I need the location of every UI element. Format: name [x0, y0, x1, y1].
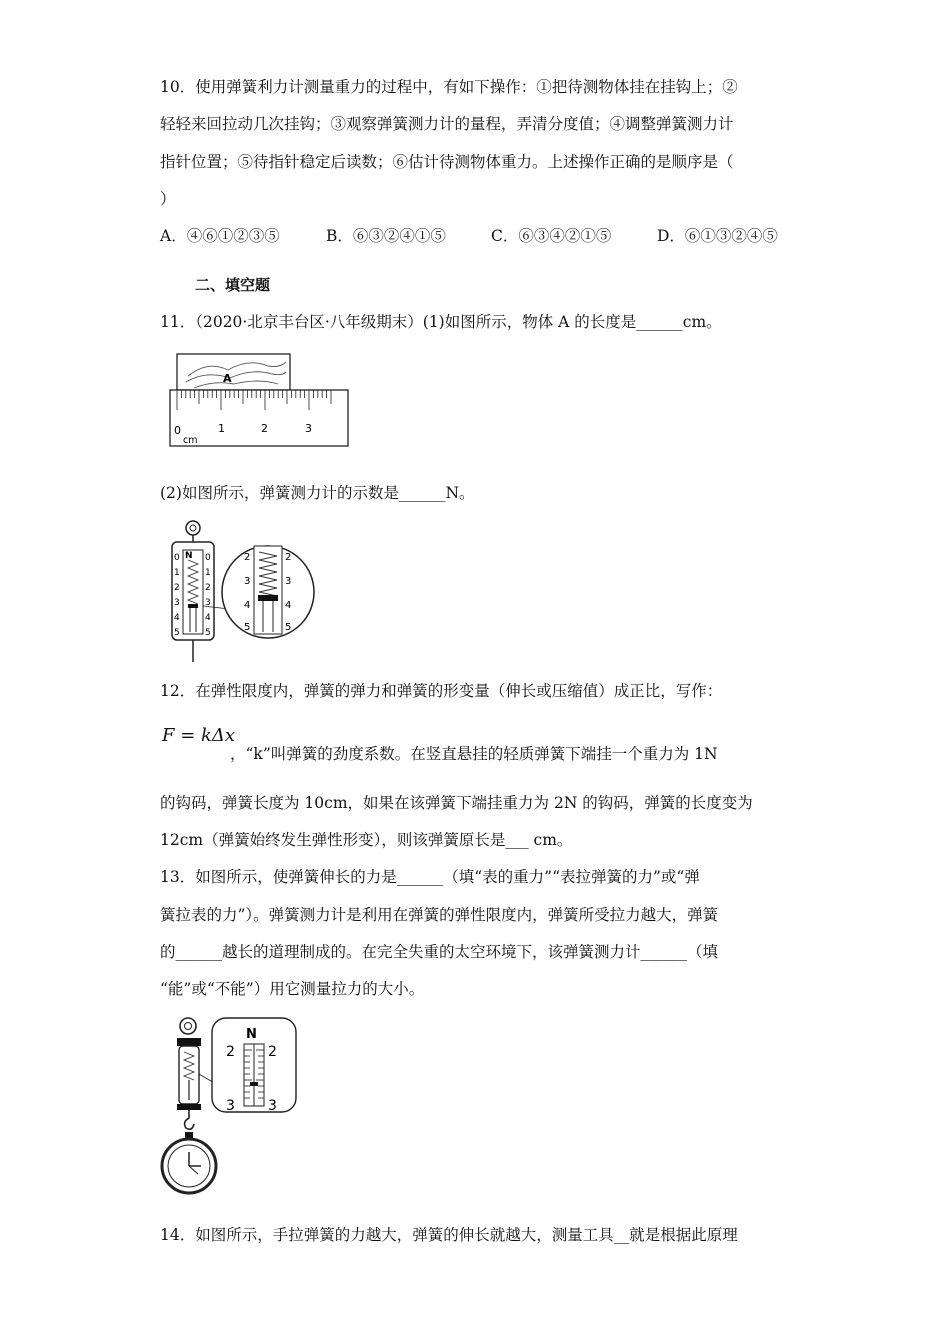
meter-right-3: 3	[205, 598, 211, 608]
ruler-tick-2: 2	[261, 422, 268, 435]
q14-line-1: 14．如图所示，手拉弹簧的力越大，弹簧的伸长就越大，测量工具__就是根据此原理	[160, 1226, 738, 1244]
q10-option-d: D．⑥①③②④⑤	[657, 227, 778, 245]
q12-line-2: ，“k”叫弹簧的劲度系数。在竖直悬挂的轻质弹簧下端挂一个重力为 1N	[230, 745, 718, 763]
meter-left-5: 5	[174, 628, 180, 638]
meter-left-3: 3	[174, 598, 180, 608]
section-title: 二、填空题	[195, 276, 271, 294]
ruler-tick-1: 1	[218, 422, 225, 435]
zoom-right-3: 3	[285, 576, 292, 587]
ruler-figure	[168, 352, 353, 448]
bubble-left-3: 3	[226, 1098, 235, 1114]
bubble-right-3: 3	[268, 1098, 277, 1114]
q12-line-4: 12cm（弹簧始终发生弹性形变），则该弹簧原长是___ cm。	[160, 831, 573, 849]
meter-right-1: 1	[205, 568, 211, 578]
zoom-right-4: 4	[285, 600, 292, 611]
zoom-right-2: 2	[285, 552, 292, 563]
q10-line-4: ）	[160, 190, 176, 208]
q12-formula: F = kΔx	[162, 725, 236, 746]
meter-right-4: 4	[205, 613, 211, 623]
meter-left-4: 4	[174, 613, 180, 623]
q13-line-3: 的______越长的道理制成的。在完全失重的太空环境下，该弹簧测力计______（填	[160, 943, 719, 961]
q11-part1: 11．（2020·北京丰台区·八年级期末）(1)如图所示，物体 A 的长度是______cm。	[160, 313, 722, 331]
bubble-unit: N	[246, 1027, 257, 1042]
q11-part2: (2)如图所示，弹簧测力计的示数是______N。	[160, 484, 475, 502]
object-a-label: A	[223, 372, 232, 385]
meter-right-2: 2	[205, 583, 211, 593]
q10-line-3: 指针位置；⑤待指针稳定后读数；⑥估计待测物体重力。上述操作正确的是顺序是（	[160, 153, 734, 171]
q13-line-2: 簧拉表的力”）。弹簧测力计是利用在弹簧的弹性限度内，弹簧所受拉力越大，弹簧	[160, 906, 719, 924]
zoom-left-4: 4	[244, 600, 251, 611]
q12-line-3: 的钩码，弹簧长度为 10cm，如果在该弹簧下端挂重力为 2N 的钩码，弹簧的长度变为	[160, 794, 753, 812]
meter-left-1: 1	[174, 568, 180, 578]
meter-left-2: 2	[174, 583, 180, 593]
meter-right-5: 5	[205, 628, 211, 638]
meter-unit: N	[185, 551, 193, 561]
q12-line-1: 12．在弹性限度内，弹簧的弹力和弹簧的形变量（伸长或压缩值）成正比，写作：	[160, 682, 723, 700]
q10-option-b: B．⑥③②④①⑤	[326, 227, 446, 245]
q10-line-2: 轻轻来回拉动几次挂钩；③观察弹簧测力计的量程，弄清分度值；④调整弹簧测力计	[160, 115, 734, 133]
q10-option-c: C．⑥③④②①⑤	[491, 227, 612, 245]
q13-line-4: “能”或“不能”）用它测量拉力的大小。	[160, 980, 425, 998]
meter-right-0: 0	[205, 553, 211, 563]
q10-line-1: 10．使用弹簧利力计测量重力的过程中，有如下操作：①把待测物体挂在挂钩上；②	[160, 78, 738, 96]
ruler-tick-3: 3	[305, 422, 312, 435]
zoom-left-3: 3	[244, 576, 251, 587]
q13-line-1: 13．如图所示，使弹簧伸长的力是______（填“表的重力”“表拉弹簧的力”或“弹	[160, 868, 700, 886]
spring-meter-figure	[168, 518, 318, 664]
zoom-left-5: 5	[244, 622, 251, 633]
ruler-tick-0: 0	[174, 424, 181, 437]
hanging-clock-figure	[160, 1014, 300, 1196]
ruler-unit: cm	[183, 435, 198, 446]
bubble-right-2: 2	[268, 1044, 277, 1060]
zoom-right-5: 5	[285, 622, 292, 633]
meter-left-0: 0	[174, 553, 180, 563]
bubble-left-2: 2	[226, 1044, 235, 1060]
q10-option-a: A．④⑥①②③⑤	[160, 227, 280, 245]
zoom-left-2: 2	[244, 552, 251, 563]
